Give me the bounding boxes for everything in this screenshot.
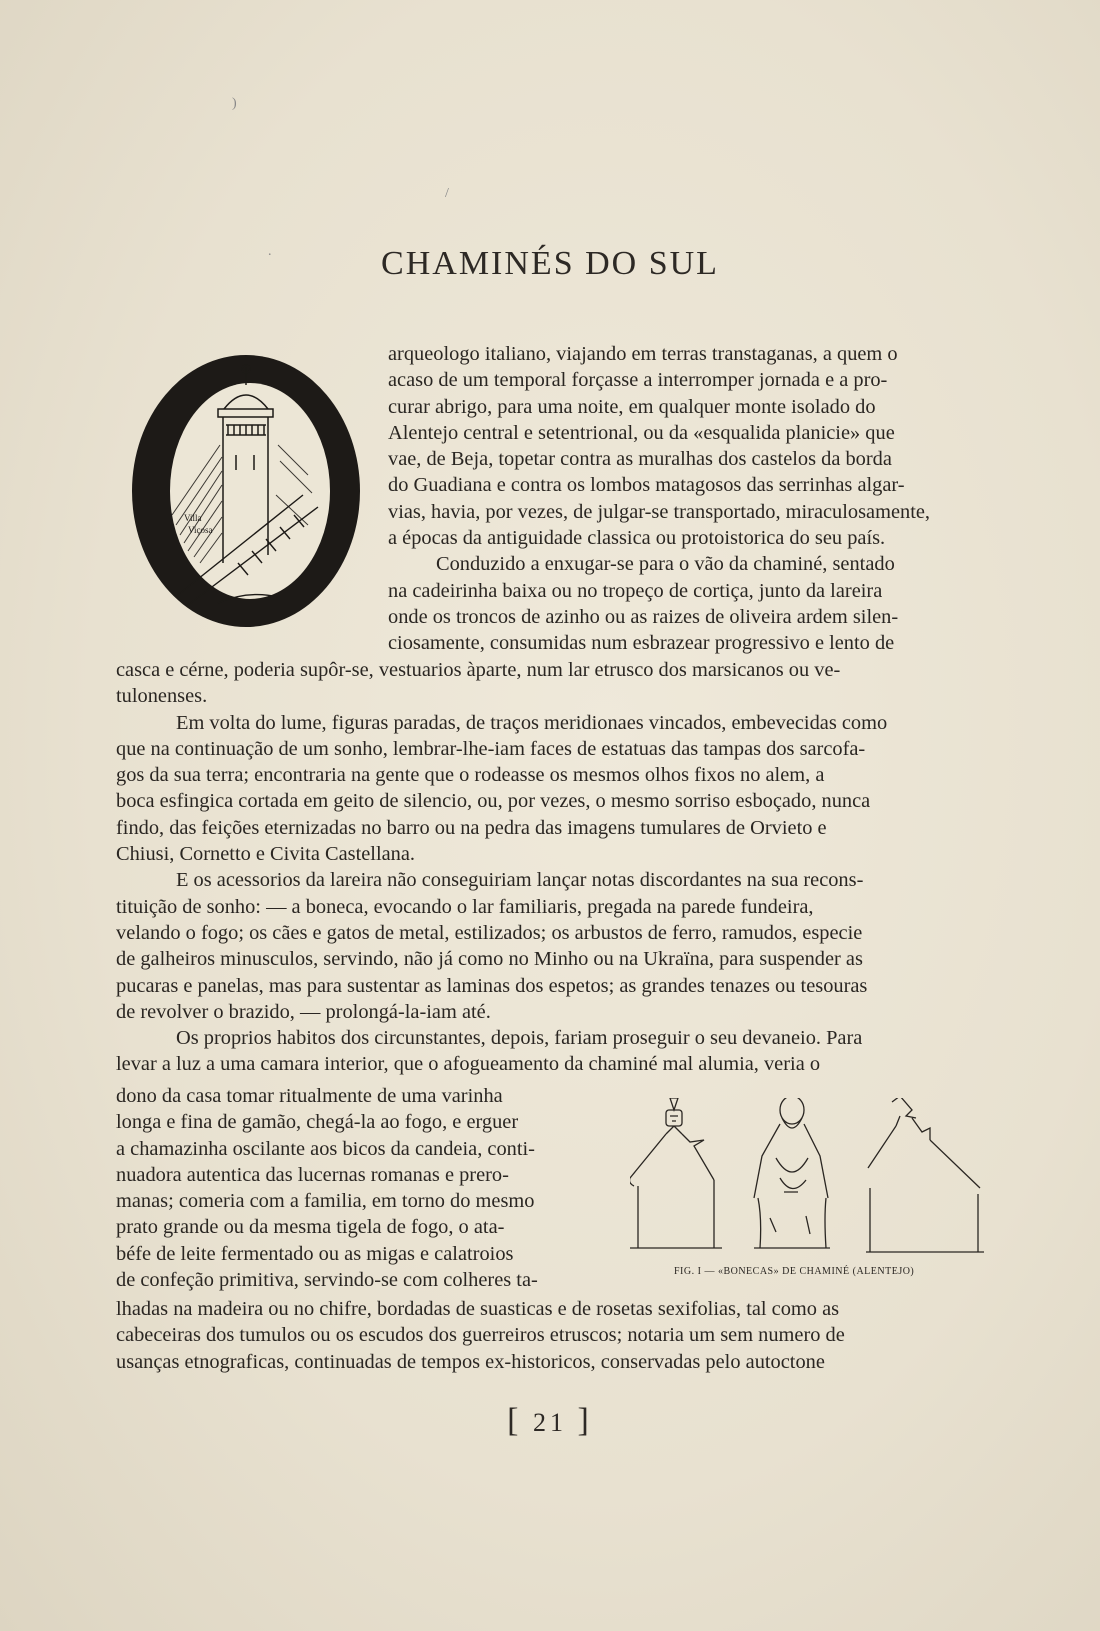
text-line: prato grande ou da mesma tigela de fogo, o ata- (116, 1216, 505, 1239)
doll-figure-2 (754, 1098, 830, 1248)
text-line: cabeceiras dos tumulos ou os escudos dos guerreiros etruscos; notaria um sem numero de (116, 1324, 845, 1347)
doll-figure-3 (866, 1098, 984, 1252)
text-line: vae, de Beja, topetar contra as muralhas dos castelos da borda (388, 448, 892, 471)
text-line: nuadora autentica das lucernas romanas e prero- (116, 1163, 509, 1186)
text-line: na cadeirinha baixa ou no tropeço de cortiça, junto da lareira (388, 579, 883, 602)
text-line: arqueologo italiano, viajando em terras transtaganas, a quem o (388, 343, 898, 365)
text-line: boca esfingica cortada em geito de silencio, ou, por vezes, o mesmo sorriso esboçado, nunca (116, 790, 871, 813)
text-line: dono da casa tomar ritualmente de uma varinha (116, 1085, 503, 1107)
text-line: longa e fina de gamão, chegá-la ao fogo, e erguer (116, 1111, 519, 1134)
text-line: findo, das feições eternizadas no barro ou na pedra das imagens tumulares de Orvieto e (116, 816, 827, 839)
text-line: ciosamente, consumidas num esbrazear progressivo e lento de (388, 632, 895, 655)
text-line: lhadas na madeira ou no chifre, bordadas de suasticas e de rosetas sexifolias, tal como as (116, 1298, 840, 1320)
text-line: Os proprios habitos dos circunstantes, depois, fariam proseguir o seu devaneio. Para (176, 1027, 863, 1050)
text-line: onde os troncos de azinho ou as raizes de oliveira ardem silen- (388, 605, 899, 628)
text-line: manas; comeria com a familia, em torno do mesmo (116, 1190, 535, 1213)
text-line: de revolver o brazido, — prolongá-la-iam até. (116, 1000, 491, 1023)
text-line: béfe de leite fermentado ou as migas e calatroios (116, 1242, 514, 1265)
page-number-block (0, 1402, 1100, 1440)
text-line: Em volta do lume, figuras paradas, de traços meridionaes vincados, embevecidas como (176, 711, 888, 734)
text-line: Conduzido a enxugar-se para o vão da chaminé, sentado (436, 553, 895, 576)
text-line: casca e cérne, poderia supôr-se, vestuarios àparte, num lar etrusco dos marsicanos ou ve- (116, 659, 841, 681)
text-line: gos da sua terra; encontraria na gente que o rodeasse os mesmos olhos fixos no alem, a (116, 764, 825, 787)
dropcap-inscription: Villa (184, 513, 202, 523)
doll-figure-1 (630, 1098, 722, 1248)
text-line: usanças etnograficas, continuadas de tempos ex-historicos, conservadas pelo autoctone (116, 1350, 825, 1373)
text-line: Chiusi, Cornetto e Civita Castellana. (116, 843, 416, 866)
margin-mark: . (268, 244, 272, 259)
text-line: tituição de sonho: — a boneca, evocando o lar familiaris, pregada na parede fundeira, (116, 895, 814, 918)
figure-chimney-dolls (630, 1098, 1000, 1273)
margin-mark: ) (232, 96, 237, 111)
narrow-column (116, 1083, 610, 1293)
text-line: vias, havia, por vezes, de julgar-se transportado, miraculosamente, (388, 500, 931, 523)
text-line: a épocas da antiguidade classica ou protoistorica do seu país. (388, 527, 886, 550)
svg-text:Viçosa: Viçosa (188, 525, 213, 535)
text-line: curar abrigo, para uma noite, em qualquer monte isolado do (388, 395, 876, 418)
text-line: velando o fogo; os cães e gatos de metal, estilizados; os arbustos de ferro, ramudos, especie (116, 921, 863, 944)
text-line: que na continuação de um sonho, lembrar-lhe-iam faces de estatuas das tampas dos sarcofa- (116, 737, 866, 760)
text-line: E os acessorios da lareira não conseguiriam lançar notas discordantes na sua recons- (176, 869, 864, 892)
text-line: pucaras e panelas, mas para sustentar as laminas dos espetos; as grandes tenazes ou tesouras (116, 974, 868, 997)
text-line: de galheiros minusculos, servindo, não já como no Minho ou na Ukraïna, para suspender as (116, 948, 863, 971)
text-line: tulonenses. (116, 685, 208, 708)
body-text-end (116, 1296, 1000, 1375)
text-line: do Guadiana e contra os lombos matagosos das serrinhas algar- (388, 474, 905, 497)
text-line: levar a luz a uma camara interior, que o afogueamento da chaminé mal alumia, veria o (116, 1053, 821, 1076)
bracket-left: [ (507, 1402, 523, 1439)
text-line: de confeção primitiva, servindo-se com colheres ta- (116, 1269, 538, 1292)
margin-mark: / (445, 186, 449, 201)
page-title: CHAMINÉS DO SUL (381, 244, 719, 282)
page-number: 21 (533, 1408, 567, 1437)
text-line: a chamazinha oscilante aos bicos da candeia, conti- (116, 1137, 535, 1160)
bracket-right: ] (577, 1402, 593, 1439)
text-line: Alentejo central e setentrional, ou da «esqualida planicie» que (388, 421, 895, 444)
paragraph-1 (388, 341, 1000, 657)
figure-caption: FIG. I — «BONECAS» DE CHAMINÉ (ALENTEJO) (674, 1266, 915, 1277)
text-line: acaso de um temporal forçasse a interromper jornada e a pro- (388, 369, 888, 392)
body-text (116, 657, 1000, 1078)
dropcap-illustration (128, 345, 368, 635)
